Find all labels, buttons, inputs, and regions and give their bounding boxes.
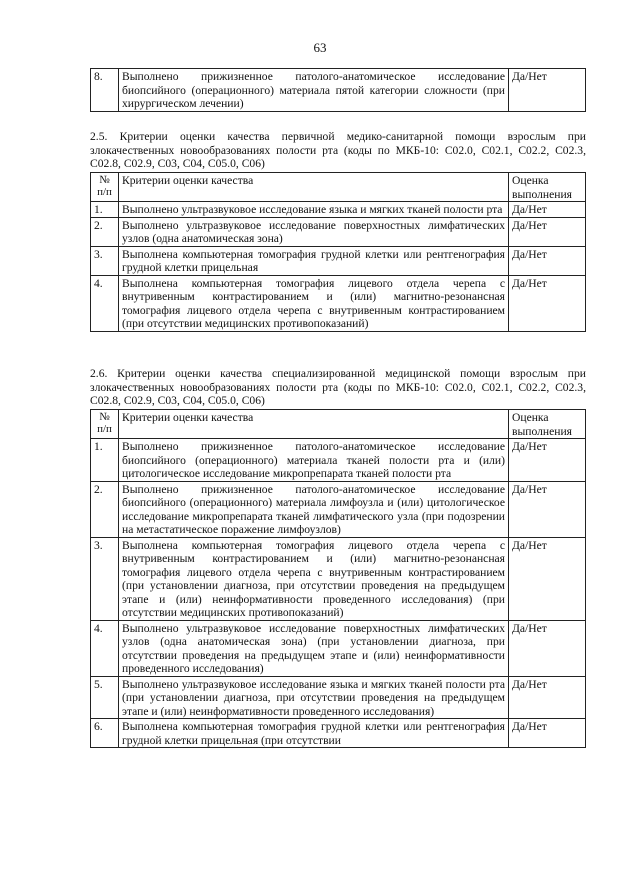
table-row	[91, 537, 586, 620]
table-row	[91, 719, 586, 748]
section-2-6-table	[90, 409, 586, 748]
table-row	[91, 217, 586, 246]
column-header-number: № п/п	[91, 173, 119, 202]
table-header-row	[91, 410, 586, 439]
page-number: 63	[313, 40, 327, 55]
criterion-text: Выполнена компьютерная томография грудной клетки или рентгенография грудной клетки прицельная (при отсутствии	[119, 719, 509, 748]
evaluation-cell: Да/Нет	[509, 676, 586, 719]
row-number: 1.	[91, 439, 119, 482]
criterion-text: Выполнено прижизненное патолого-анатомическое исследование биопсийного (операционного) материала пятой категории сложности (при хирургическом лечении)	[119, 69, 509, 112]
table-row	[91, 676, 586, 719]
row-number: 1.	[91, 202, 119, 218]
table-row	[91, 246, 586, 275]
continued-criteria-table	[90, 68, 586, 112]
criterion-text: Выполнена компьютерная томография грудной клетки или рентгенография грудной клетки прицельная	[119, 246, 509, 275]
column-header-number: № п/п	[91, 410, 119, 439]
criterion-text: Выполнена компьютерная томография лицевого отдела черепа с внутривенным контрастированием и (или) магнитно-резонансная томография лицевого отдела черепа с внутривенным контрастированием (при отсутствии медицинских противопоказаний)	[119, 275, 509, 331]
row-number: 8.	[91, 69, 119, 112]
evaluation-cell: Да/Нет	[509, 719, 586, 748]
table-row	[91, 202, 586, 218]
evaluation-cell: Да/Нет	[509, 69, 586, 112]
table-header-row	[91, 173, 586, 202]
section-2-5-table	[90, 172, 586, 332]
criterion-text: Выполнено ультразвуковое исследование поверхностных лимфатических узлов (одна анатомическая зона) (при установлении диагноза, при отсутствии проведения на предыдущем этапе и (или) неинформативности проведенного исследования)	[119, 620, 509, 676]
evaluation-cell: Да/Нет	[509, 620, 586, 676]
row-number: 6.	[91, 719, 119, 748]
row-number: 3.	[91, 246, 119, 275]
column-header-criteria: Критерии оценки качества	[119, 173, 509, 202]
criterion-text: Выполнена компьютерная томография лицевого отдела черепа с внутривенным контрастированием и (или) магнитно-резонансная томография лицевого отдела черепа с внутривенным контрастированием (при установлении диагноза, при отсутствии проведения на предыдущем этапе и (или) неинформативности проведенного исследования) (при отсутствии медицинских противопоказаний)	[119, 537, 509, 620]
row-number: 4.	[91, 275, 119, 331]
column-header-criteria: Критерии оценки качества	[119, 410, 509, 439]
evaluation-cell: Да/Нет	[509, 246, 586, 275]
evaluation-cell: Да/Нет	[509, 439, 586, 482]
table-row	[91, 275, 586, 331]
evaluation-cell: Да/Нет	[509, 537, 586, 620]
table-row	[91, 481, 586, 537]
row-number: 2.	[91, 217, 119, 246]
evaluation-cell: Да/Нет	[509, 202, 586, 218]
column-header-evaluation: Оценка выполнения	[509, 173, 586, 202]
row-number: 5.	[91, 676, 119, 719]
column-header-evaluation: Оценка выполнения	[509, 410, 586, 439]
table-row	[91, 620, 586, 676]
criterion-text: Выполнено прижизненное патолого-анатомическое исследование биопсийного (операционного) материала тканей полости рта и (или) цитологическое исследование микропрепарата тканей полости рта	[119, 439, 509, 482]
criterion-text: Выполнено ультразвуковое исследование языка и мягких тканей полости рта	[119, 202, 509, 218]
row-number: 3.	[91, 537, 119, 620]
section-2-6-heading: 2.6. Критерии оценки качества специализированной медицинской помощи взрослым при злокачественных новообразованиях полости рта (коды по МКБ-10: C02.0, C02.1, C02.2, C02.3, C02.8, C02.9, C03, C04, C05.0, C06)	[90, 367, 586, 407]
evaluation-cell: Да/Нет	[509, 275, 586, 331]
table-row	[91, 69, 586, 112]
row-number: 4.	[91, 620, 119, 676]
criterion-text: Выполнено ультразвуковое исследование поверхностных лимфатических узлов (одна анатомическая зона)	[119, 217, 509, 246]
criterion-text: Выполнено ультразвуковое исследование языка и мягких тканей полости рта (при установлении диагноза, при отсутствии проведения на предыдущем этапе и (или) неинформативности проведенного исследования)	[119, 676, 509, 719]
row-number: 2.	[91, 481, 119, 537]
evaluation-cell: Да/Нет	[509, 217, 586, 246]
criterion-text: Выполнено прижизненное патолого-анатомическое исследование биопсийного (операционного) материала лимфоузла и (или) цитологическое исследование микропрепарата тканей лимфатического узла (при подозрении на метастатическое поражение лимфоузлов)	[119, 481, 509, 537]
evaluation-cell: Да/Нет	[509, 481, 586, 537]
table-row	[91, 439, 586, 482]
section-2-5-heading: 2.5. Критерии оценки качества первичной медико-санитарной помощи взрослым при злокачественных новообразованиях полости рта (коды по МКБ-10: C02.0, C02.1, C02.2, C02.3, C02.8, C02.9, C03, C04, C05.0, C06)	[90, 130, 586, 170]
